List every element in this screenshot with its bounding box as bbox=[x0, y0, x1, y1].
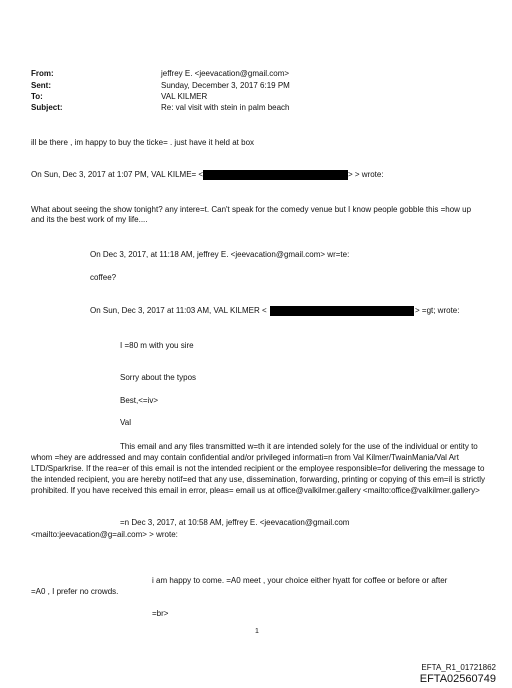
quote4-intro-line1: =n Dec 3, 2017, at 10:58 AM, jeffrey E. <jeevacation@gmail.com bbox=[120, 518, 350, 527]
redaction-bar bbox=[270, 306, 414, 316]
bates-ref-2: EFTA02560749 bbox=[419, 673, 496, 685]
sent-label: Sent: bbox=[31, 81, 51, 90]
quote3-line3: Best,<=iv> bbox=[120, 396, 159, 405]
quote3-intro-end: > =gt; wrote: bbox=[415, 306, 460, 315]
disclaimer: This email and any files transmitted w=th it are intended solely for the use of the individual or entity to whom =hey are addressed and may contain confidential and/or privileged informati=n from Val Kilmer/TwainMania/Val Art LTD/Sparkrise. If the rea=er of this email is not the intended recipient or the employee responsible=for delivering the message to the intended recipient, you are hereby notif=ed that any use, dissemination, forwarding, printing or copying of this em=il is strictly prohibited. If you have received this email in error, pleas= email us at office@valkilmer.gallery <mailto:office@valkilmer.gallery> bbox=[31, 442, 486, 495]
quote1-text: What about seeing the show tonight? any intere=t. Can't speak for the comedy venue but I know people gobble this =how up and its the best work of my life.... bbox=[31, 205, 472, 224]
reply-text: ill be there , im happy to buy the ticke= . just have it held at box bbox=[31, 138, 255, 147]
quote2-intro: On Dec 3, 2017, at 11:18 AM, jeffrey E. <jeevacation@gmail.com> wr=te: bbox=[90, 250, 350, 259]
quote4-text-line1: i am happy to come. =A0 meet , your choice either hyatt for coffee or before or after bbox=[152, 576, 448, 585]
from-value: jeffrey E. <jeevacation@gmail.com> bbox=[161, 69, 290, 78]
quote3-line2: Sorry about the typos bbox=[120, 373, 197, 382]
page-number: 1 bbox=[255, 628, 259, 635]
quote4-text-line2: =A0 , I prefer no crowds. bbox=[31, 587, 119, 596]
quote4-intro-line2: <mailto:jeevacation@g=ail.com> > wrote: bbox=[31, 530, 178, 539]
sent-value: Sunday, December 3, 2017 6:19 PM bbox=[161, 81, 290, 90]
bates-ref-1: EFTA_R1_01721862 bbox=[421, 663, 496, 672]
quote3-signature: Val bbox=[120, 418, 131, 427]
quote2-text: coffee? bbox=[90, 273, 117, 282]
redaction-bar bbox=[203, 170, 348, 180]
quote1-intro-end: > > wrote: bbox=[348, 170, 384, 179]
from-label: From: bbox=[31, 69, 54, 78]
quote3-intro-start: On Sun, Dec 3, 2017 at 11:03 AM, VAL KILMER < bbox=[90, 306, 267, 315]
quote1-intro-start: On Sun, Dec 3, 2017 at 1:07 PM, VAL KILME= < bbox=[31, 170, 204, 179]
subject-value: Re: val visit with stein in palm beach bbox=[161, 103, 290, 112]
quote3-line1: I =80 m with you sire bbox=[120, 341, 194, 350]
to-value: VAL KILMER bbox=[161, 92, 208, 101]
subject-label: Subject: bbox=[31, 103, 63, 112]
to-label: To: bbox=[31, 92, 43, 101]
quote4-br: =br> bbox=[152, 609, 169, 618]
